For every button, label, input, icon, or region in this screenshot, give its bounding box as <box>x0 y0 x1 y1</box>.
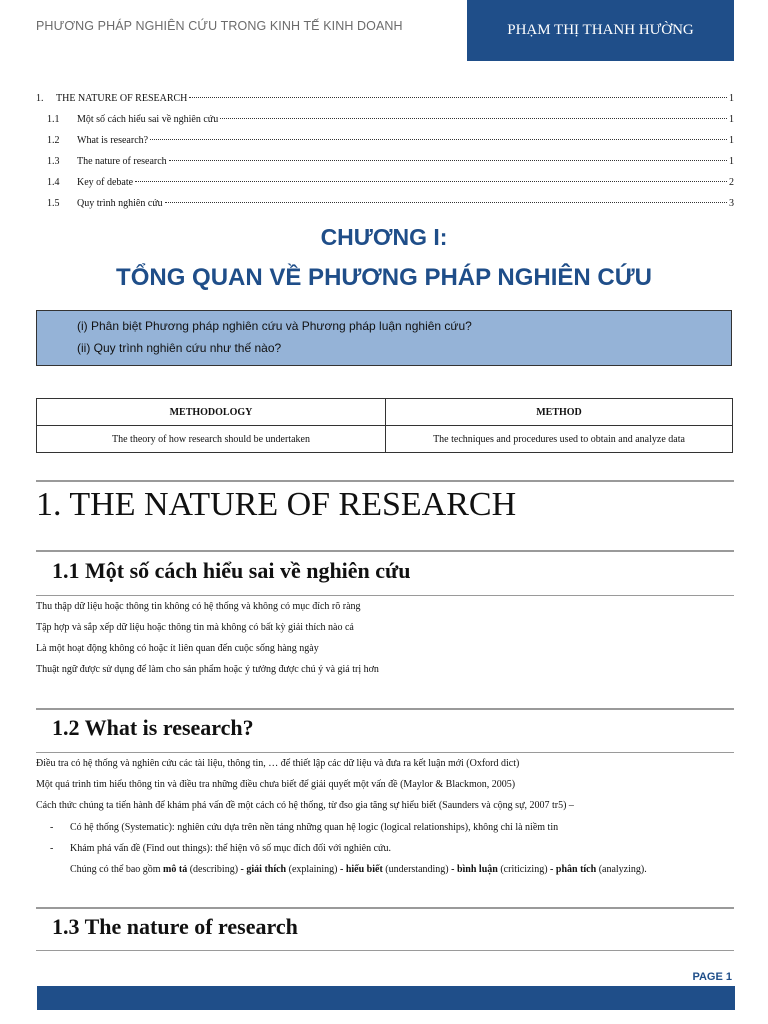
bullet-marker: - <box>50 822 54 833</box>
table-header-row <box>37 399 733 426</box>
table-cell-method: The techniques and procedures used to obtain and analyze data <box>386 426 733 453</box>
toc-page: 1 <box>729 135 734 146</box>
running-header-author: PHẠM THỊ THANH HƯỜNG <box>467 0 734 61</box>
chapter-label: CHƯƠNG I: <box>320 224 448 250</box>
toc-leader <box>150 139 727 140</box>
toc-title: The nature of research <box>77 156 167 167</box>
purpose-separator: - <box>547 864 556 875</box>
toc-leader <box>220 118 727 119</box>
body-text-line: Điều tra có hệ thống và nghiên cứu các tài liệu, thông tin, … để thiết lập các dữ liệu và đưa ra kết luận mới (Oxford dict) <box>36 758 520 769</box>
subsection-divider <box>36 752 734 753</box>
subsection-heading: 1.3 The nature of research <box>52 914 298 939</box>
toc-entry[interactable] <box>36 135 734 149</box>
toc-entry[interactable] <box>36 177 734 191</box>
subsection-divider <box>36 595 734 596</box>
subsection-heading: 1.1 Một số cách hiểu sai về nghiên cứu <box>52 558 411 583</box>
toc-title: THE NATURE OF RESEARCH <box>56 93 188 104</box>
toc-entry[interactable] <box>36 198 734 212</box>
purpose-term: hiểu biết <box>345 864 383 875</box>
body-text-line: Là một hoạt động không có hoặc ít liên quan đến cuộc sống hàng ngày <box>36 643 319 654</box>
question-item: (i) Phân biệt Phương pháp nghiên cứu và Phương pháp luận nghiên cứu? <box>77 319 472 333</box>
purpose-term: mô tả <box>163 864 188 875</box>
subsection-divider <box>36 907 734 909</box>
bullet-marker: - <box>50 843 54 854</box>
body-text-line: Cách thức chúng ta tiến hành để khám phá vấn đề một cách có hệ thống, từ đso gia tăng sự hiểu biết (Saunders và cộng sự, 2007 tr5) – <box>36 800 574 811</box>
toc-number: 1.2 <box>47 135 60 146</box>
toc-page: 1 <box>729 93 734 104</box>
methodology-method-table <box>36 398 733 453</box>
toc-leader <box>169 160 727 161</box>
body-text-line: Thuật ngữ được sử dụng để làm cho sản phẩm hoặc ý tưởng được chú ý và giá trị hơn <box>36 664 379 675</box>
subsection-divider <box>36 708 734 710</box>
purpose-term: phân tích <box>555 864 597 875</box>
toc-entry[interactable] <box>36 156 734 170</box>
toc-page: 2 <box>729 177 734 188</box>
toc-leader <box>165 202 727 203</box>
section-heading: 1. THE NATURE OF RESEARCH <box>36 486 517 523</box>
purpose-english: (describing) <box>187 864 239 875</box>
toc-title: Key of debate <box>77 177 134 188</box>
toc-page: 3 <box>729 198 734 209</box>
body-text-line: Một quá trình tìm hiểu thông tin và điều tra những điều chưa biết để giải quyết một vấn đề (Maylor & Blackmon, 2005) <box>36 779 516 790</box>
purpose-english: (criticizing) <box>497 864 548 875</box>
purpose-term: giải thích <box>246 864 287 875</box>
questions-box <box>36 310 732 366</box>
question-item: (ii) Quy trình nghiên cứu như thế nào? <box>77 341 282 355</box>
toc-number: 1.5 <box>47 198 60 209</box>
purpose-english: (understanding) <box>382 864 449 875</box>
toc-page: 1 <box>729 114 734 125</box>
toc-title: What is research? <box>77 135 149 146</box>
subsection-heading: 1.2 What is research? <box>52 715 254 740</box>
table-header-method: METHOD <box>386 399 733 426</box>
purposes-lead: Chúng có thể bao gồm <box>70 864 164 875</box>
bullet-text: Khám phá vấn đề (Find out things): thể hiện vô số mục đích đối với nghiên cứu. <box>70 843 391 854</box>
purpose-separator: - <box>448 864 457 875</box>
subsection-divider <box>36 950 734 951</box>
table-cell-methodology: The theory of how research should be undertaken <box>37 426 386 453</box>
purpose-english: (analyzing). <box>596 864 647 875</box>
toc-title: Một số cách hiểu sai về nghiên cứu <box>77 114 219 125</box>
toc-entry[interactable] <box>36 114 734 128</box>
toc-leader <box>135 181 727 182</box>
toc-number: 1. <box>36 93 44 104</box>
section-divider <box>36 480 734 482</box>
subsection-divider <box>36 550 734 552</box>
table-row <box>37 426 733 453</box>
purpose-separator: - <box>238 864 247 875</box>
toc-entry[interactable] <box>36 93 734 107</box>
purpose-term: bình luận <box>456 864 498 875</box>
table-header-methodology: METHODOLOGY <box>37 399 386 426</box>
purpose-english: (explaining) <box>286 864 338 875</box>
toc-number: 1.1 <box>47 114 60 125</box>
body-text-line: Thu thập dữ liệu hoặc thông tin không có hệ thống và không có mục đích rõ ràng <box>36 601 361 612</box>
running-header-course: PHƯƠNG PHÁP NGHIÊN CỨU TRONG KINH TẾ KINH DOANH <box>36 19 403 33</box>
toc-title: Quy trình nghiên cứu <box>77 198 163 209</box>
toc-leader <box>189 97 727 98</box>
page-number: PAGE 1 <box>692 971 732 983</box>
research-purposes-line <box>70 864 647 875</box>
chapter-title: TỔNG QUAN VỀ PHƯƠNG PHÁP NGHIÊN CỨU <box>116 264 652 291</box>
bullet-text: Có hệ thống (Systematic): nghiên cứu dựa trên nền tảng những quan hệ logic (logical relationships), không chỉ là niềm tin <box>70 822 559 833</box>
purpose-separator: - <box>337 864 346 875</box>
toc-page: 1 <box>729 156 734 167</box>
toc-number: 1.3 <box>47 156 60 167</box>
toc-number: 1.4 <box>47 177 60 188</box>
body-text-line: Tập hợp và sắp xếp dữ liệu hoặc thông tin mà không có bất kỳ giải thích nào cả <box>36 622 354 633</box>
footer-bar <box>37 986 735 1010</box>
